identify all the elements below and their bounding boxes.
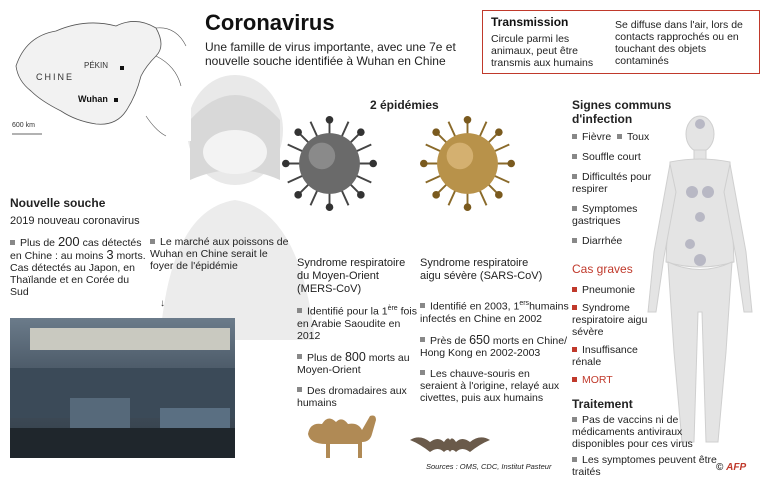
new-strain-market: Le marché aux poissons de Wuhan en Chine serait le foyer de l'épidémie — [150, 236, 289, 272]
sars-facts — [420, 298, 570, 413]
sign-gastric: Symptomes gastriques — [572, 203, 667, 227]
severe-cases-list — [572, 284, 662, 392]
epidemics-title: 2 épidémies — [370, 98, 439, 112]
map-label-pekin: PÉKIN — [84, 61, 109, 70]
wuhan-market-photo — [10, 318, 235, 458]
new-strain-subtitle: 2019 nouveau coronavirus — [10, 215, 140, 227]
severe-cases-title: Cas graves — [572, 262, 633, 276]
china-map — [6, 6, 191, 141]
human-body-icon — [640, 112, 760, 452]
sign-breath: Souffle court — [572, 151, 667, 163]
camel-icon — [300, 408, 380, 460]
sars-fact-origin: Les chauve-souris en seraient à l'origine, relayé aux civettes, puis aux humains — [420, 368, 570, 404]
map-scale-label: 600 km — [12, 122, 35, 129]
treatment-symptoms: Les symptomes peuvent être traités — [572, 454, 722, 478]
mers-fact-identified: Identifié pour la 1ère fois en Arabie Saoudite en 2012 — [297, 305, 417, 342]
signs-title: Signes communs d'infection — [572, 98, 672, 126]
transmission-box — [482, 10, 760, 74]
sign-breathing-difficulty: Difficultés pour respirer — [572, 171, 667, 195]
afp-logo: AFP — [726, 462, 747, 473]
treatment-title: Traitement — [572, 397, 633, 411]
sars-name: Syndrome respiratoire aigu sévère (SARS-CoV) — [420, 257, 543, 282]
treatment-list — [572, 414, 722, 480]
sars-fact-deaths: Près de 650 morts en Chine/ Hong Kong en 2002-2003 — [420, 334, 570, 359]
mers-fact-origin: Des dromadaires aux humains — [297, 385, 417, 409]
arrow-down-icon: ↓ — [160, 298, 165, 309]
sars-fact-identified: Identifié en 2003, 1ershumains infectés en Chine en 2002 — [420, 300, 569, 325]
treatment-no-vaccine: Pas de vaccins ni de médicaments antiviraux disponibles pour ces virus — [572, 414, 722, 450]
transmission-title: Transmission — [491, 15, 569, 29]
map-label-chine: CHINE — [36, 72, 75, 82]
sources-note: Sources : OMS, CDC, Institut Pasteur — [426, 462, 552, 471]
map-label-wuhan: Wuhan — [78, 94, 108, 104]
bat-icon — [410, 430, 490, 458]
page-title: Coronavirus — [205, 10, 335, 35]
severe-renal: Insuffisance rénale — [572, 344, 662, 368]
sign-diarrhea: Diarrhée — [572, 235, 667, 247]
severe-death: MORT — [572, 374, 662, 386]
page-subtitle: Une famille de virus importante, avec une 7e et nouvelle souche identifiée à Wuhan en Chine — [205, 40, 456, 68]
new-strain-title: Nouvelle souche — [10, 196, 106, 210]
mers-facts — [297, 303, 417, 418]
sars-virus-icon — [420, 116, 515, 211]
mers-fact-deaths: Plus de 800 morts au Moyen-Orient — [297, 351, 417, 376]
afp-credit: © AFP — [716, 462, 747, 473]
severe-sars: Syndrome respiratoire aigu sévère — [572, 302, 662, 338]
transmission-animals: Circule parmi les animaux, peut être transmis aux humains — [491, 33, 594, 69]
transmission-air: Se diffuse dans l'air, lors de contacts rapprochés ou en touchant des objets contaminés — [615, 19, 743, 67]
new-strain-cases: Plus de 200 cas détectés en Chine : au moins 3 morts. Cas détectés au Japon, en Thaïlande et en Corée du Sud — [10, 236, 150, 298]
severe-pneumonia: Pneumonie — [572, 284, 662, 296]
mers-virus-icon — [282, 116, 377, 211]
sign-fever-cough: Fièvre Toux — [572, 131, 667, 143]
mers-name: Syndrome respiratoire du Moyen-Orient (MERS-CoV) — [297, 257, 406, 295]
